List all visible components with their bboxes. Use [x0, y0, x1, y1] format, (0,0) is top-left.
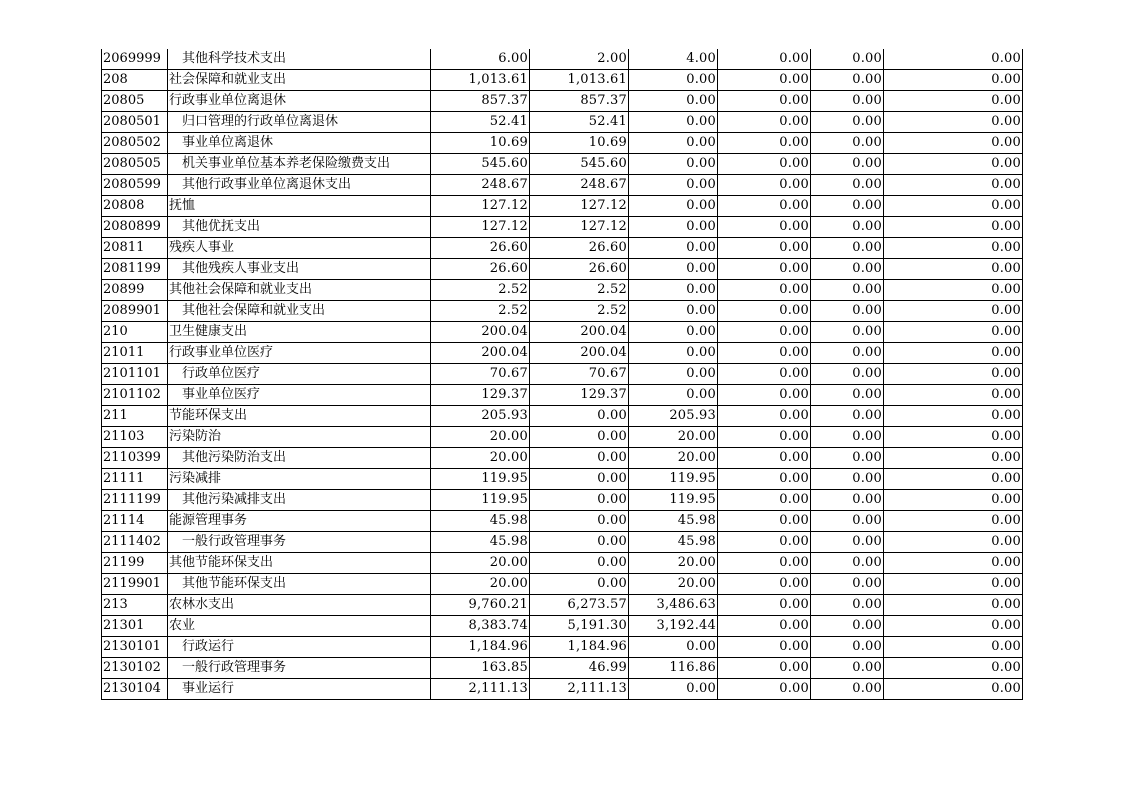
table-row: [102, 196, 1023, 217]
basic-expenditure-cell: 2.00: [530, 49, 629, 70]
basic-expenditure-cell: 0.00: [530, 406, 629, 427]
value-col-5-cell: 0.00: [811, 553, 884, 574]
table-row: [102, 427, 1023, 448]
basic-expenditure-cell: 127.12: [530, 217, 629, 238]
value-col-5-cell: 0.00: [811, 658, 884, 679]
project-expenditure-cell: 0.00: [629, 322, 718, 343]
project-expenditure-cell: 116.86: [629, 658, 718, 679]
total-cell: 26.60: [431, 259, 530, 280]
basic-expenditure-cell: 1,013.61: [530, 70, 629, 91]
total-cell: 2,111.13: [431, 679, 530, 700]
total-cell: 129.37: [431, 385, 530, 406]
subject-name-cell: 其他污染减排支出: [168, 490, 431, 511]
subject-code-cell: 2119901: [102, 574, 168, 595]
subject-name-cell: 行政事业单位医疗: [168, 343, 431, 364]
project-expenditure-cell: 0.00: [629, 175, 718, 196]
value-col-4-cell: 0.00: [718, 679, 811, 700]
table-row: [102, 595, 1023, 616]
table-row: [102, 343, 1023, 364]
basic-expenditure-cell: 200.04: [530, 322, 629, 343]
total-cell: 119.95: [431, 490, 530, 511]
total-cell: 200.04: [431, 343, 530, 364]
total-cell: 8,383.74: [431, 616, 530, 637]
total-cell: 45.98: [431, 532, 530, 553]
value-col-5-cell: 0.00: [811, 574, 884, 595]
value-col-6-cell: 0.00: [884, 112, 1023, 133]
value-col-4-cell: 0.00: [718, 259, 811, 280]
total-cell: 200.04: [431, 322, 530, 343]
project-expenditure-cell: 0.00: [629, 217, 718, 238]
value-col-5-cell: 0.00: [811, 343, 884, 364]
basic-expenditure-cell: 0.00: [530, 427, 629, 448]
value-col-4-cell: 0.00: [718, 532, 811, 553]
subject-name-cell: 行政运行: [168, 637, 431, 658]
project-expenditure-cell: 0.00: [629, 133, 718, 154]
basic-expenditure-cell: 2.52: [530, 301, 629, 322]
subject-code-cell: 213: [102, 595, 168, 616]
basic-expenditure-cell: 10.69: [530, 133, 629, 154]
total-cell: 163.85: [431, 658, 530, 679]
project-expenditure-cell: 0.00: [629, 259, 718, 280]
value-col-5-cell: 0.00: [811, 259, 884, 280]
value-col-4-cell: 0.00: [718, 196, 811, 217]
table-row: [102, 406, 1023, 427]
table-row: [102, 301, 1023, 322]
basic-expenditure-cell: 0.00: [530, 532, 629, 553]
value-col-4-cell: 0.00: [718, 658, 811, 679]
value-col-5-cell: 0.00: [811, 217, 884, 238]
project-expenditure-cell: 0.00: [629, 679, 718, 700]
table-row: [102, 385, 1023, 406]
value-col-5-cell: 0.00: [811, 490, 884, 511]
subject-code-cell: 2069999: [102, 49, 168, 70]
project-expenditure-cell: 3,486.63: [629, 595, 718, 616]
value-col-6-cell: 0.00: [884, 133, 1023, 154]
value-col-6-cell: 0.00: [884, 70, 1023, 91]
value-col-6-cell: 0.00: [884, 154, 1023, 175]
project-expenditure-cell: 0.00: [629, 364, 718, 385]
value-col-5-cell: 0.00: [811, 595, 884, 616]
subject-name-cell: 其他残疾人事业支出: [168, 259, 431, 280]
total-cell: 127.12: [431, 217, 530, 238]
basic-expenditure-cell: 0.00: [530, 469, 629, 490]
basic-expenditure-cell: 857.37: [530, 91, 629, 112]
subject-name-cell: 卫生健康支出: [168, 322, 431, 343]
value-col-5-cell: 0.00: [811, 385, 884, 406]
subject-name-cell: 污染防治: [168, 427, 431, 448]
table-row: [102, 217, 1023, 238]
subject-name-cell: 污染减排: [168, 469, 431, 490]
value-col-6-cell: 0.00: [884, 217, 1023, 238]
project-expenditure-cell: 3,192.44: [629, 616, 718, 637]
value-col-4-cell: 0.00: [718, 637, 811, 658]
project-expenditure-cell: 0.00: [629, 301, 718, 322]
value-col-5-cell: 0.00: [811, 112, 884, 133]
value-col-6-cell: 0.00: [884, 385, 1023, 406]
total-cell: 20.00: [431, 448, 530, 469]
project-expenditure-cell: 4.00: [629, 49, 718, 70]
table-row: [102, 553, 1023, 574]
value-col-6-cell: 0.00: [884, 511, 1023, 532]
value-col-6-cell: 0.00: [884, 427, 1023, 448]
value-col-4-cell: 0.00: [718, 322, 811, 343]
total-cell: 9,760.21: [431, 595, 530, 616]
basic-expenditure-cell: 26.60: [530, 238, 629, 259]
value-col-6-cell: 0.00: [884, 679, 1023, 700]
value-col-5-cell: 0.00: [811, 469, 884, 490]
basic-expenditure-cell: 70.67: [530, 364, 629, 385]
project-expenditure-cell: 205.93: [629, 406, 718, 427]
value-col-4-cell: 0.00: [718, 49, 811, 70]
basic-expenditure-cell: 2,111.13: [530, 679, 629, 700]
table-row: [102, 238, 1023, 259]
value-col-4-cell: 0.00: [718, 490, 811, 511]
project-expenditure-cell: 0.00: [629, 70, 718, 91]
value-col-6-cell: 0.00: [884, 574, 1023, 595]
value-col-6-cell: 0.00: [884, 637, 1023, 658]
subject-code-cell: 21114: [102, 511, 168, 532]
subject-code-cell: 2080505: [102, 154, 168, 175]
value-col-4-cell: 0.00: [718, 112, 811, 133]
basic-expenditure-cell: 46.99: [530, 658, 629, 679]
subject-code-cell: 2110399: [102, 448, 168, 469]
value-col-5-cell: 0.00: [811, 175, 884, 196]
value-col-4-cell: 0.00: [718, 469, 811, 490]
subject-code-cell: 210: [102, 322, 168, 343]
project-expenditure-cell: 20.00: [629, 427, 718, 448]
table-row: [102, 511, 1023, 532]
subject-code-cell: 2089901: [102, 301, 168, 322]
subject-name-cell: 一般行政管理事务: [168, 658, 431, 679]
value-col-4-cell: 0.00: [718, 385, 811, 406]
value-col-6-cell: 0.00: [884, 175, 1023, 196]
basic-expenditure-cell: 127.12: [530, 196, 629, 217]
project-expenditure-cell: 119.95: [629, 469, 718, 490]
value-col-6-cell: 0.00: [884, 532, 1023, 553]
subject-code-cell: 211: [102, 406, 168, 427]
subject-name-cell: 农业: [168, 616, 431, 637]
subject-name-cell: 其他节能环保支出: [168, 574, 431, 595]
subject-code-cell: 21103: [102, 427, 168, 448]
value-col-4-cell: 0.00: [718, 616, 811, 637]
subject-code-cell: 2111199: [102, 490, 168, 511]
basic-expenditure-cell: 0.00: [530, 448, 629, 469]
value-col-5-cell: 0.00: [811, 679, 884, 700]
value-col-6-cell: 0.00: [884, 91, 1023, 112]
value-col-5-cell: 0.00: [811, 322, 884, 343]
total-cell: 857.37: [431, 91, 530, 112]
table-row: [102, 70, 1023, 91]
basic-expenditure-cell: 0.00: [530, 553, 629, 574]
value-col-6-cell: 0.00: [884, 595, 1023, 616]
subject-name-cell: 其他社会保障和就业支出: [168, 280, 431, 301]
total-cell: 20.00: [431, 574, 530, 595]
value-col-6-cell: 0.00: [884, 301, 1023, 322]
value-col-6-cell: 0.00: [884, 280, 1023, 301]
subject-name-cell: 其他科学技术支出: [168, 49, 431, 70]
value-col-5-cell: 0.00: [811, 91, 884, 112]
project-expenditure-cell: 0.00: [629, 343, 718, 364]
value-col-5-cell: 0.00: [811, 616, 884, 637]
subject-code-cell: 21111: [102, 469, 168, 490]
total-cell: 45.98: [431, 511, 530, 532]
subject-code-cell: 20899: [102, 280, 168, 301]
project-expenditure-cell: 119.95: [629, 490, 718, 511]
subject-name-cell: 机关事业单位基本养老保险缴费支出: [168, 154, 431, 175]
project-expenditure-cell: 0.00: [629, 154, 718, 175]
basic-expenditure-cell: 1,184.96: [530, 637, 629, 658]
table-row: [102, 532, 1023, 553]
value-col-6-cell: 0.00: [884, 49, 1023, 70]
subject-name-cell: 一般行政管理事务: [168, 532, 431, 553]
subject-name-cell: 其他社会保障和就业支出: [168, 301, 431, 322]
table-row: [102, 658, 1023, 679]
subject-code-cell: 2101102: [102, 385, 168, 406]
value-col-6-cell: 0.00: [884, 616, 1023, 637]
subject-code-cell: 2080599: [102, 175, 168, 196]
subject-name-cell: 归口管理的行政单位离退休: [168, 112, 431, 133]
subject-name-cell: 其他行政事业单位离退休支出: [168, 175, 431, 196]
value-col-5-cell: 0.00: [811, 637, 884, 658]
basic-expenditure-cell: 52.41: [530, 112, 629, 133]
value-col-5-cell: 0.00: [811, 448, 884, 469]
table-row: [102, 175, 1023, 196]
subject-name-cell: 其他优抚支出: [168, 217, 431, 238]
table-row: [102, 259, 1023, 280]
value-col-4-cell: 0.00: [718, 448, 811, 469]
subject-name-cell: 事业单位离退休: [168, 133, 431, 154]
subject-name-cell: 其他节能环保支出: [168, 553, 431, 574]
total-cell: 6.00: [431, 49, 530, 70]
value-col-6-cell: 0.00: [884, 364, 1023, 385]
project-expenditure-cell: 0.00: [629, 196, 718, 217]
subject-code-cell: 21011: [102, 343, 168, 364]
total-cell: 2.52: [431, 301, 530, 322]
value-col-5-cell: 0.00: [811, 301, 884, 322]
subject-code-cell: 20811: [102, 238, 168, 259]
table-row: [102, 91, 1023, 112]
subject-name-cell: 行政单位医疗: [168, 364, 431, 385]
project-expenditure-cell: 45.98: [629, 532, 718, 553]
value-col-6-cell: 0.00: [884, 658, 1023, 679]
subject-name-cell: 节能环保支出: [168, 406, 431, 427]
value-col-4-cell: 0.00: [718, 595, 811, 616]
value-col-6-cell: 0.00: [884, 343, 1023, 364]
basic-expenditure-cell: 5,191.30: [530, 616, 629, 637]
table-row: [102, 49, 1023, 70]
table-row: [102, 574, 1023, 595]
total-cell: 1,013.61: [431, 70, 530, 91]
project-expenditure-cell: 20.00: [629, 448, 718, 469]
subject-code-cell: 2111402: [102, 532, 168, 553]
project-expenditure-cell: 0.00: [629, 637, 718, 658]
total-cell: 20.00: [431, 427, 530, 448]
value-col-5-cell: 0.00: [811, 532, 884, 553]
value-col-4-cell: 0.00: [718, 406, 811, 427]
basic-expenditure-cell: 2.52: [530, 280, 629, 301]
value-col-6-cell: 0.00: [884, 448, 1023, 469]
subject-name-cell: 事业运行: [168, 679, 431, 700]
value-col-4-cell: 0.00: [718, 427, 811, 448]
value-col-5-cell: 0.00: [811, 154, 884, 175]
subject-name-cell: 能源管理事务: [168, 511, 431, 532]
value-col-4-cell: 0.00: [718, 175, 811, 196]
value-col-5-cell: 0.00: [811, 238, 884, 259]
value-col-5-cell: 0.00: [811, 364, 884, 385]
table-row: [102, 637, 1023, 658]
total-cell: 545.60: [431, 154, 530, 175]
value-col-6-cell: 0.00: [884, 553, 1023, 574]
subject-code-cell: 21199: [102, 553, 168, 574]
subject-code-cell: 2080501: [102, 112, 168, 133]
project-expenditure-cell: 0.00: [629, 112, 718, 133]
value-col-6-cell: 0.00: [884, 406, 1023, 427]
total-cell: 52.41: [431, 112, 530, 133]
total-cell: 70.67: [431, 364, 530, 385]
subject-name-cell: 社会保障和就业支出: [168, 70, 431, 91]
value-col-4-cell: 0.00: [718, 574, 811, 595]
subject-name-cell: 抚恤: [168, 196, 431, 217]
total-cell: 26.60: [431, 238, 530, 259]
value-col-6-cell: 0.00: [884, 322, 1023, 343]
subject-code-cell: 20808: [102, 196, 168, 217]
basic-expenditure-cell: 0.00: [530, 511, 629, 532]
subject-code-cell: 2130104: [102, 679, 168, 700]
basic-expenditure-cell: 0.00: [530, 490, 629, 511]
table-row: [102, 280, 1023, 301]
basic-expenditure-cell: 0.00: [530, 574, 629, 595]
value-col-4-cell: 0.00: [718, 511, 811, 532]
value-col-5-cell: 0.00: [811, 49, 884, 70]
total-cell: 10.69: [431, 133, 530, 154]
budget-table-body: [102, 49, 1023, 700]
value-col-4-cell: 0.00: [718, 217, 811, 238]
subject-code-cell: 2081199: [102, 259, 168, 280]
project-expenditure-cell: 0.00: [629, 238, 718, 259]
value-col-6-cell: 0.00: [884, 469, 1023, 490]
basic-expenditure-cell: 6,273.57: [530, 595, 629, 616]
table-row: [102, 469, 1023, 490]
value-col-4-cell: 0.00: [718, 280, 811, 301]
basic-expenditure-cell: 200.04: [530, 343, 629, 364]
budget-table: [101, 49, 1023, 700]
value-col-6-cell: 0.00: [884, 238, 1023, 259]
basic-expenditure-cell: 248.67: [530, 175, 629, 196]
table-row: [102, 154, 1023, 175]
table-row: [102, 112, 1023, 133]
subject-code-cell: 2080899: [102, 217, 168, 238]
value-col-6-cell: 0.00: [884, 490, 1023, 511]
subject-code-cell: 2080502: [102, 133, 168, 154]
basic-expenditure-cell: 129.37: [530, 385, 629, 406]
table-row: [102, 448, 1023, 469]
subject-code-cell: 208: [102, 70, 168, 91]
value-col-5-cell: 0.00: [811, 280, 884, 301]
subject-name-cell: 残疾人事业: [168, 238, 431, 259]
subject-code-cell: 2130101: [102, 637, 168, 658]
value-col-5-cell: 0.00: [811, 196, 884, 217]
value-col-4-cell: 0.00: [718, 343, 811, 364]
value-col-6-cell: 0.00: [884, 259, 1023, 280]
project-expenditure-cell: 45.98: [629, 511, 718, 532]
total-cell: 2.52: [431, 280, 530, 301]
value-col-4-cell: 0.00: [718, 553, 811, 574]
subject-name-cell: 行政事业单位离退休: [168, 91, 431, 112]
total-cell: 248.67: [431, 175, 530, 196]
table-row: [102, 616, 1023, 637]
table-row: [102, 322, 1023, 343]
value-col-5-cell: 0.00: [811, 406, 884, 427]
table-row: [102, 364, 1023, 385]
table-row: [102, 679, 1023, 700]
value-col-4-cell: 0.00: [718, 238, 811, 259]
project-expenditure-cell: 20.00: [629, 574, 718, 595]
value-col-5-cell: 0.00: [811, 511, 884, 532]
subject-code-cell: 2130102: [102, 658, 168, 679]
total-cell: 127.12: [431, 196, 530, 217]
table-row: [102, 490, 1023, 511]
subject-code-cell: 20805: [102, 91, 168, 112]
value-col-4-cell: 0.00: [718, 154, 811, 175]
value-col-4-cell: 0.00: [718, 91, 811, 112]
total-cell: 205.93: [431, 406, 530, 427]
value-col-4-cell: 0.00: [718, 364, 811, 385]
value-col-5-cell: 0.00: [811, 427, 884, 448]
project-expenditure-cell: 0.00: [629, 91, 718, 112]
value-col-5-cell: 0.00: [811, 133, 884, 154]
subject-name-cell: 农林水支出: [168, 595, 431, 616]
value-col-5-cell: 0.00: [811, 70, 884, 91]
basic-expenditure-cell: 26.60: [530, 259, 629, 280]
subject-code-cell: 21301: [102, 616, 168, 637]
value-col-6-cell: 0.00: [884, 196, 1023, 217]
total-cell: 1,184.96: [431, 637, 530, 658]
value-col-4-cell: 0.00: [718, 133, 811, 154]
total-cell: 119.95: [431, 469, 530, 490]
subject-name-cell: 事业单位医疗: [168, 385, 431, 406]
value-col-4-cell: 0.00: [718, 70, 811, 91]
project-expenditure-cell: 20.00: [629, 553, 718, 574]
project-expenditure-cell: 0.00: [629, 280, 718, 301]
subject-name-cell: 其他污染防治支出: [168, 448, 431, 469]
table-row: [102, 133, 1023, 154]
subject-code-cell: 2101101: [102, 364, 168, 385]
total-cell: 20.00: [431, 553, 530, 574]
project-expenditure-cell: 0.00: [629, 385, 718, 406]
basic-expenditure-cell: 545.60: [530, 154, 629, 175]
value-col-4-cell: 0.00: [718, 301, 811, 322]
